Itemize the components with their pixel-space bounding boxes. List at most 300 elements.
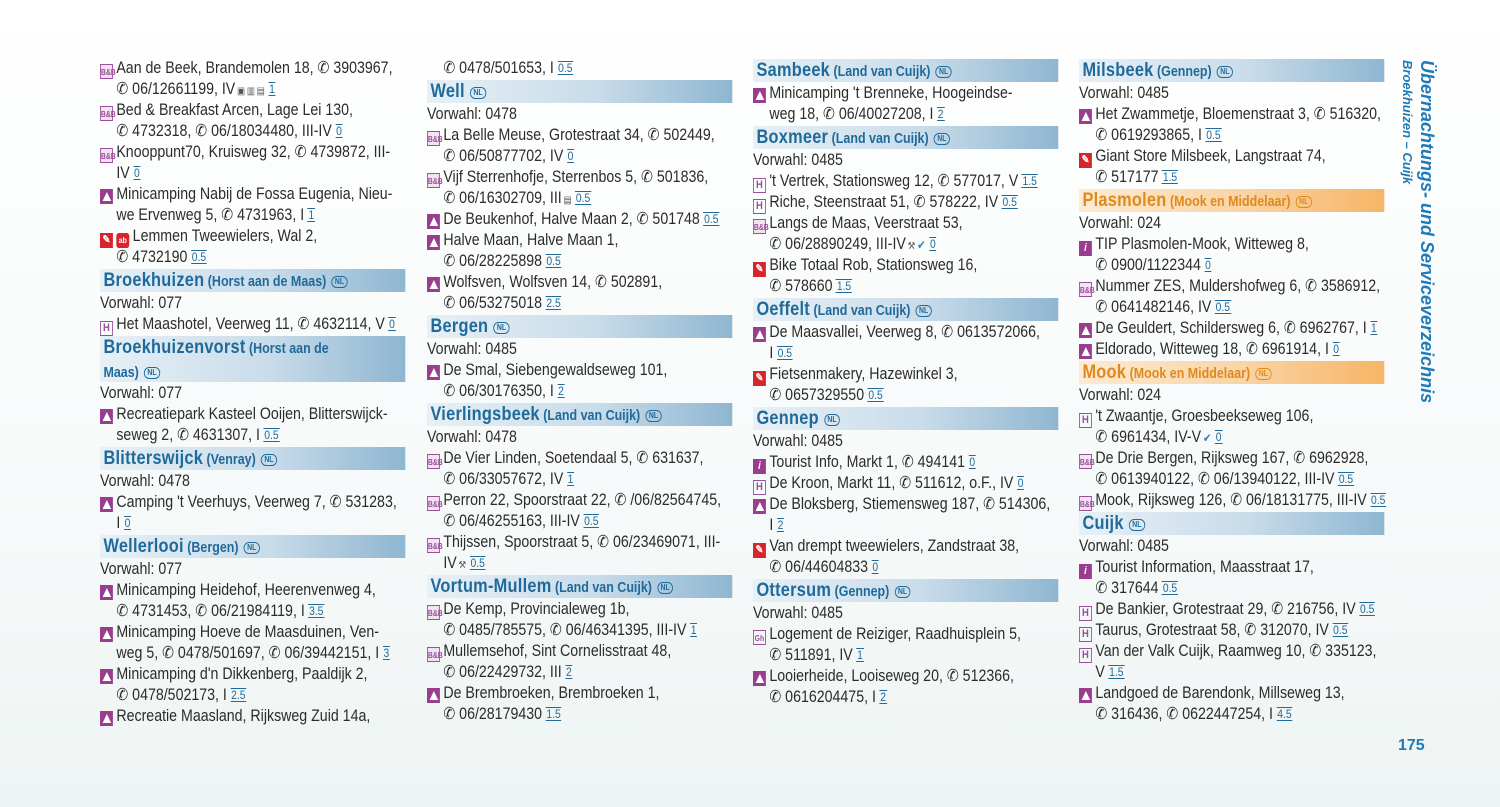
guesthouse-icon: Gh <box>753 630 766 645</box>
distance-badge: 0 <box>1215 430 1222 444</box>
entry-line <box>1079 641 1384 662</box>
distance-badge: 2 <box>566 665 572 679</box>
entry-line <box>427 188 732 209</box>
entry-line <box>1079 469 1384 490</box>
distance-badge: 0 <box>1205 258 1211 272</box>
distance-badge: 0.5 <box>575 191 591 205</box>
entry-line <box>100 205 405 226</box>
entry-line <box>100 513 405 534</box>
entry-text: ✆ 0478/501653, I <box>443 59 554 77</box>
area-code: Vorwahl: 0478 <box>427 105 517 123</box>
entry-text: ✆ 517177 <box>1095 168 1159 186</box>
bed-and-breakfast-icon: B&B <box>1079 496 1092 511</box>
entry-line <box>1079 234 1384 255</box>
country-badge-nl: NL <box>331 276 347 288</box>
town-header <box>100 269 405 292</box>
entry-line <box>100 664 405 685</box>
town-name: Sambeek <box>756 60 831 81</box>
bed-and-breakfast-icon: B&B <box>753 219 766 234</box>
bike-rental-icon: ab <box>116 233 129 248</box>
entry-line <box>100 314 405 335</box>
distance-badge: 0.5 <box>1360 602 1375 616</box>
entry-text: I <box>116 514 121 532</box>
list-item <box>1079 448 1384 490</box>
campsite-icon <box>100 189 113 204</box>
entry-line <box>100 100 405 121</box>
town-name: Broekhuizenvorst <box>103 337 246 358</box>
entry-line <box>753 536 1058 557</box>
list-item <box>753 624 1058 666</box>
entry-text: Het Maashotel, Veerweg 11, ✆ 4632114, V <box>116 315 385 333</box>
entry-line <box>427 293 732 314</box>
town-region: (Land van Cuijk) <box>543 408 641 424</box>
hotel-icon: H <box>1079 413 1092 428</box>
list-item <box>753 171 1058 192</box>
distance-badge: 0 <box>389 317 395 331</box>
distance-badge: 0 <box>872 560 879 574</box>
town-header <box>1079 361 1384 384</box>
entry-text: ✆ 06/16302709, III <box>443 189 562 207</box>
town-region: (Venray) <box>206 452 256 468</box>
campsite-icon <box>1079 109 1092 124</box>
entry-text: Minicamping Heidehof, Heerenvenweg 4, <box>116 581 376 599</box>
entry-text: 't Zwaantje, Groesbeekseweg 106, <box>1095 407 1314 425</box>
town-name: Oeffelt <box>756 299 811 320</box>
entry-line <box>100 58 405 79</box>
entry-text: De Smal, Siebengewaldseweg 101, <box>443 361 668 379</box>
entry-line <box>100 622 405 643</box>
entry-line <box>427 620 732 641</box>
entry-line <box>427 167 732 188</box>
bed-and-breakfast-icon: B&B <box>1079 454 1092 469</box>
distance-badge: 0.5 <box>558 61 573 75</box>
list-item <box>753 452 1058 473</box>
entry-text: ✆ 0641482146, IV <box>1095 298 1212 316</box>
entry-text: ✆ 0485/785575, ✆ 06/46341395, III-IV <box>443 621 687 639</box>
hotel-icon: H <box>753 199 766 214</box>
campsite-icon <box>753 499 766 514</box>
entry-line <box>753 666 1058 687</box>
entry-text: Bike Totaal Rob, Stationsweg 16, <box>769 256 978 274</box>
list-item <box>427 209 732 230</box>
bed-and-breakfast-icon: B&B <box>1079 282 1092 297</box>
entry-text: ✆ 06/46255163, III-IV <box>443 512 580 530</box>
bed-and-breakfast-icon: B&B <box>427 454 440 469</box>
town-header <box>427 403 732 426</box>
distance-badge: 0.5 <box>546 254 561 268</box>
entry-text: ✆ 06/28890249, III-IV <box>769 235 906 253</box>
list-item <box>753 255 1058 297</box>
list-item <box>753 494 1058 536</box>
town-header <box>427 80 732 103</box>
entry-text: TIP Plasmolen-Mook, Witteweg 8, <box>1095 235 1309 253</box>
list-item <box>753 192 1058 213</box>
entry-text: weg 5, ✆ 0478/501697, ✆ 06/39442151, I <box>116 644 380 662</box>
entry-text: La Belle Meuse, Grotestraat 34, ✆ 502449, <box>443 126 715 144</box>
entry-line <box>1079 448 1384 469</box>
town-header <box>427 315 732 338</box>
list-item <box>427 272 732 314</box>
list-item <box>1079 620 1384 641</box>
entry-line <box>1079 557 1384 578</box>
entry-text: ✆ 06/28179430 <box>443 705 543 723</box>
list-item <box>100 314 405 335</box>
entry-line <box>100 121 405 142</box>
town-name: Vortum-Mullem <box>430 576 552 597</box>
distance-badge: 2.5 <box>231 688 246 702</box>
bike-repair-icon: ✎ <box>753 371 766 386</box>
column-1 <box>100 58 405 727</box>
entry-line <box>100 492 405 513</box>
section-subtitle: Broekhuizen – Cuijk <box>1400 60 1415 185</box>
entry-line <box>427 553 732 574</box>
list-item <box>100 226 405 268</box>
entry-text: ✆ 06/33057672, IV <box>443 470 564 488</box>
entry-line <box>753 322 1058 343</box>
distance-badge: 0.5 <box>191 250 207 264</box>
country-badge-nl: NL <box>1296 196 1312 208</box>
campsite-icon <box>1079 688 1092 703</box>
section-sidebar <box>1398 60 1438 404</box>
bed-and-breakfast-icon: B&B <box>427 605 440 620</box>
hotel-icon: H <box>1079 648 1092 663</box>
town-region: (Bergen) <box>187 540 239 556</box>
list-item <box>1079 557 1384 599</box>
entry-line <box>1079 339 1384 360</box>
entry-line <box>753 645 1058 666</box>
town-header <box>1079 59 1384 82</box>
distance-badge: 0.5 <box>777 346 792 360</box>
town-region: (Mook en Middelaar) <box>1169 194 1291 210</box>
entry-text: Tourist Information, Maasstraat 17, <box>1095 558 1314 576</box>
list-item <box>753 666 1058 708</box>
list-item <box>1079 490 1384 511</box>
town-header <box>100 447 405 470</box>
entry-text: ✆ 06/22429732, III <box>443 663 562 681</box>
town-name: Vierlingsbeek <box>430 404 540 425</box>
entry-line <box>427 662 732 683</box>
entry-text: De Brembroeken, Brembroeken 1, <box>443 684 660 702</box>
distance-badge: 0.5 <box>1215 300 1231 314</box>
entry-line <box>753 515 1058 536</box>
hotel-icon: H <box>1079 627 1092 642</box>
list-item <box>753 322 1058 364</box>
entry-line <box>753 192 1058 213</box>
country-badge-nl: NL <box>1255 368 1271 380</box>
entry-line <box>1079 146 1384 167</box>
distance-badge: 0 <box>124 516 131 530</box>
entry-line <box>753 494 1058 515</box>
entry-line <box>427 511 732 532</box>
entry-text: ✆ 4732318, ✆ 06/18034480, III-IV <box>116 122 332 140</box>
entry-line <box>753 255 1058 276</box>
entry-line <box>100 706 405 727</box>
entry-text: Looierheide, Looiseweg 20, ✆ 512366, <box>769 667 1014 685</box>
list-item <box>1079 641 1384 683</box>
bike-friendly-icon: ✔ <box>1202 431 1212 445</box>
area-code: Vorwahl: 024 <box>1079 214 1162 232</box>
entry-line <box>427 230 732 251</box>
town-header <box>427 575 732 598</box>
list-item <box>100 492 405 534</box>
town-name: Well <box>430 81 465 102</box>
entry-line <box>1079 620 1384 641</box>
distance-badge: 2.5 <box>546 296 561 310</box>
list-item <box>427 683 732 725</box>
wellness-icon: ▥ <box>246 86 255 97</box>
entry-text: De Drie Bergen, Rijksweg 167, ✆ 6962928, <box>1095 449 1369 467</box>
bike-repair-icon: ✎ <box>1079 153 1092 168</box>
entry-text: ✆ 0900/1122344 <box>1095 256 1201 274</box>
town-header <box>1079 189 1384 212</box>
entry-text: Lemmen Tweewielers, Wal 2, <box>132 227 318 245</box>
entry-line <box>427 704 732 725</box>
campsite-icon <box>427 688 440 703</box>
entry-text: Perron 22, Spoorstraat 22, ✆ /06/82564745, <box>443 491 722 509</box>
entry-line <box>427 532 732 553</box>
list-item <box>1079 104 1384 146</box>
distance-badge: 2 <box>880 690 886 704</box>
bed-and-breakfast-icon: B&B <box>427 173 440 188</box>
distance-badge: 0.5 <box>1333 623 1348 637</box>
entry-text: V <box>1095 663 1105 681</box>
campsite-icon <box>427 277 440 292</box>
country-badge-nl: NL <box>936 66 952 78</box>
distance-badge: 1 <box>308 208 315 222</box>
repair-icon: ⚒ <box>907 241 916 252</box>
campsite-icon <box>100 585 113 600</box>
entry-line <box>1079 427 1384 448</box>
entry-text: ✆ 317644 <box>1095 579 1159 597</box>
list-item <box>1079 406 1384 448</box>
town-region: (Mook en Middelaar) <box>1129 366 1251 382</box>
entry-line <box>753 171 1058 192</box>
list-item <box>1079 234 1384 276</box>
distance-badge: 0 <box>969 455 976 469</box>
bike-friendly-icon: ✔ <box>917 238 926 252</box>
entry-text: ✆ 06/53275018 <box>443 294 543 312</box>
campsite-icon <box>427 214 440 229</box>
entry-text: Van drempt tweewielers, Zandstraat 38, <box>769 537 1020 555</box>
entry-line <box>427 360 732 381</box>
entry-text: Aan de Beek, Brandemolen 18, ✆ 3903967, <box>116 59 393 77</box>
entry-line <box>1079 490 1384 511</box>
list-item <box>100 184 405 226</box>
entry-text: Bed & Breakfast Arcen, Lage Lei 130, <box>116 101 354 119</box>
entry-line <box>427 272 732 293</box>
entry-text: ✆ 0616204475, I <box>769 688 876 706</box>
distance-badge: 3 <box>383 646 390 660</box>
entry-text: we Ervenweg 5, ✆ 4731963, I <box>116 206 305 224</box>
entry-text: De Bankier, Grotestraat 29, ✆ 216756, IV <box>1095 600 1356 618</box>
area-code: Vorwahl: 0485 <box>1079 537 1169 555</box>
entry-line <box>1079 662 1384 683</box>
area-code: Vorwahl: 0478 <box>100 472 190 490</box>
entry-text: Mook, Rijksweg 126, ✆ 06/18131775, III-IV <box>1095 491 1367 509</box>
entry-text: De Geuldert, Schildersweg 6, ✆ 6962767, I <box>1095 319 1367 337</box>
list-item <box>1079 276 1384 318</box>
area-code: Vorwahl: 0485 <box>1079 84 1169 102</box>
entry-text: Landgoed de Barendonk, Millseweg 13, <box>1095 684 1345 702</box>
entry-line <box>100 601 405 622</box>
list-item <box>1079 146 1384 188</box>
campsite-icon <box>753 671 766 686</box>
entry-text: Recreatie Maasland, Rijksweg Zuid 14a, <box>116 707 371 725</box>
entry-text: Het Zwammetje, Bloemenstraat 3, ✆ 516320, <box>1095 105 1381 123</box>
list-item <box>753 364 1058 406</box>
page-number: 175 <box>1398 737 1425 754</box>
hotel-icon: H <box>100 321 113 336</box>
list-item <box>100 622 405 664</box>
list-item <box>427 230 732 272</box>
entry-text: Giant Store Milsbeek, Langstraat 74, <box>1095 147 1326 165</box>
entry-text: ✆ 0657329550 <box>769 386 865 404</box>
entry-text: ✆ 0478/502173, I <box>116 686 227 704</box>
entry-line <box>100 226 405 247</box>
entry-text: Taurus, Grotestraat 58, ✆ 312070, IV <box>1095 621 1329 639</box>
country-badge-nl: NL <box>645 410 661 422</box>
distance-badge: 2 <box>558 384 564 398</box>
entry-text: IV <box>116 164 130 182</box>
list-item <box>100 706 405 727</box>
entry-text: ✆ 06/44604833 <box>769 558 869 576</box>
column-4 <box>1079 58 1384 725</box>
list-item <box>1079 339 1384 360</box>
campsite-icon <box>1079 344 1092 359</box>
area-code: Vorwahl: 077 <box>100 384 183 402</box>
distance-badge: 1.5 <box>546 707 561 721</box>
entry-line <box>427 125 732 146</box>
entry-text: Wolfsven, Wolfsven 14, ✆ 502891, <box>443 273 663 291</box>
entry-text: Riche, Steenstraat 51, ✆ 578222, IV <box>769 193 999 211</box>
distance-badge: 1.5 <box>1109 665 1124 679</box>
distance-badge: 0 <box>336 124 342 138</box>
entry-text: ✆ 511891, IV <box>769 646 853 664</box>
entry-text: IV <box>443 554 457 572</box>
town-region-cont: Maas) <box>103 365 139 381</box>
entry-line <box>100 247 405 268</box>
town-region: (Gennep) <box>1156 64 1212 80</box>
area-code: Vorwahl: 0485 <box>427 340 517 358</box>
country-badge-nl: NL <box>244 542 260 554</box>
town-name: Plasmolen <box>1082 190 1167 211</box>
campsite-icon <box>427 365 440 380</box>
entry-text: Logement de Reiziger, Raadhuisplein 5, <box>769 625 1021 643</box>
campsite-icon <box>100 409 113 424</box>
entry-line <box>427 490 732 511</box>
entry-text: ✆ 0613940122, ✆ 06/13940122, III-IV <box>1095 470 1335 488</box>
town-name: Boxmeer <box>756 127 829 148</box>
distance-badge: 0.5 <box>584 514 599 528</box>
tourist-info-icon: i <box>1079 241 1092 256</box>
bike-repair-icon: ✎ <box>753 543 766 558</box>
campsite-icon <box>427 235 440 250</box>
distance-badge: 0.5 <box>1162 581 1178 595</box>
entry-line <box>427 146 732 167</box>
town-region: (Land van Cuijk) <box>833 64 931 80</box>
bed-icon: ▤ <box>563 195 572 206</box>
distance-badge: 0 <box>1333 342 1339 356</box>
entry-text: I <box>769 516 774 534</box>
town-header <box>753 407 1058 430</box>
entry-line <box>753 343 1058 364</box>
entry-text: ✆ 06/30176350, I <box>443 382 554 400</box>
entry-text: ✆ 578660 <box>769 277 833 295</box>
area-code: Vorwahl: 077 <box>100 560 183 578</box>
entry-text: ✆ 316436, ✆ 0622447254, I <box>1095 705 1273 723</box>
distance-badge: 0 <box>134 166 140 180</box>
entry-text: De Kroon, Markt 11, ✆ 511612, o.F., IV <box>769 474 1014 492</box>
area-code: Vorwahl: 0485 <box>753 604 843 622</box>
entry-line <box>753 104 1058 125</box>
entry-text: De Kemp, Provincialeweg 1b, <box>443 600 630 618</box>
town-name: Broekhuizen <box>103 270 205 291</box>
hotel-icon: H <box>753 178 766 193</box>
town-header <box>100 336 405 382</box>
campsite-icon <box>100 497 113 512</box>
entry-text: ✆ 6961434, IV-V <box>1095 428 1202 446</box>
distance-badge: 0.5 <box>1002 195 1017 209</box>
entry-line <box>753 83 1058 104</box>
campsite-icon <box>100 669 113 684</box>
town-region: (Horst aan de <box>249 341 329 357</box>
list-item <box>100 100 405 142</box>
entry-line <box>1079 276 1384 297</box>
entry-text: De Bloksberg, Stiemensweg 187, ✆ 514306, <box>769 495 1051 513</box>
distance-badge: 0.5 <box>704 212 719 226</box>
town-name: Wellerlooi <box>103 536 184 557</box>
town-name: Ottersum <box>756 580 832 601</box>
entry-text: Minicamping Nabij de Fossa Eugenia, Nieu- <box>116 185 393 203</box>
country-badge-nl: NL <box>1217 66 1233 78</box>
bed-and-breakfast-icon: B&B <box>100 64 113 79</box>
country-badge-nl: NL <box>470 87 486 99</box>
entry-line <box>100 404 405 425</box>
country-badge-nl: NL <box>493 322 509 334</box>
area-code: Vorwahl: 024 <box>1079 386 1162 404</box>
entry-line <box>1079 704 1384 725</box>
entry-text: ✆ 06/50877702, IV <box>443 147 564 165</box>
country-badge-nl: NL <box>934 133 950 145</box>
entry-line <box>100 643 405 664</box>
entry-text: Van der Valk Cuijk, Raamweg 10, ✆ 335123, <box>1095 642 1377 660</box>
column-2 <box>427 58 732 725</box>
town-region: (Land van Cuijk) <box>831 131 929 147</box>
distance-badge: 0.5 <box>470 556 485 570</box>
town-header <box>753 59 1058 82</box>
list-item <box>427 641 732 683</box>
entry-line <box>427 599 732 620</box>
distance-badge: 2 <box>777 518 784 532</box>
entry-line <box>753 364 1058 385</box>
entry-line <box>427 381 732 402</box>
town-name: Mook <box>1082 362 1127 383</box>
entry-line <box>100 580 405 601</box>
distance-badge: 1.5 <box>836 279 852 293</box>
entry-text: ✆ 06/12661199, IV <box>116 80 236 98</box>
entry-line <box>1079 104 1384 125</box>
town-name: Bergen <box>430 316 489 337</box>
entry-line <box>1079 683 1384 704</box>
town-name: Gennep <box>756 408 819 429</box>
entry-line <box>100 163 405 184</box>
country-badge-nl: NL <box>144 367 160 379</box>
entry-line <box>100 79 405 100</box>
campsite-icon <box>1079 323 1092 338</box>
distance-badge: 1 <box>857 648 863 662</box>
entry-line <box>427 683 732 704</box>
town-region: (Land van Cuijk) <box>554 580 652 596</box>
